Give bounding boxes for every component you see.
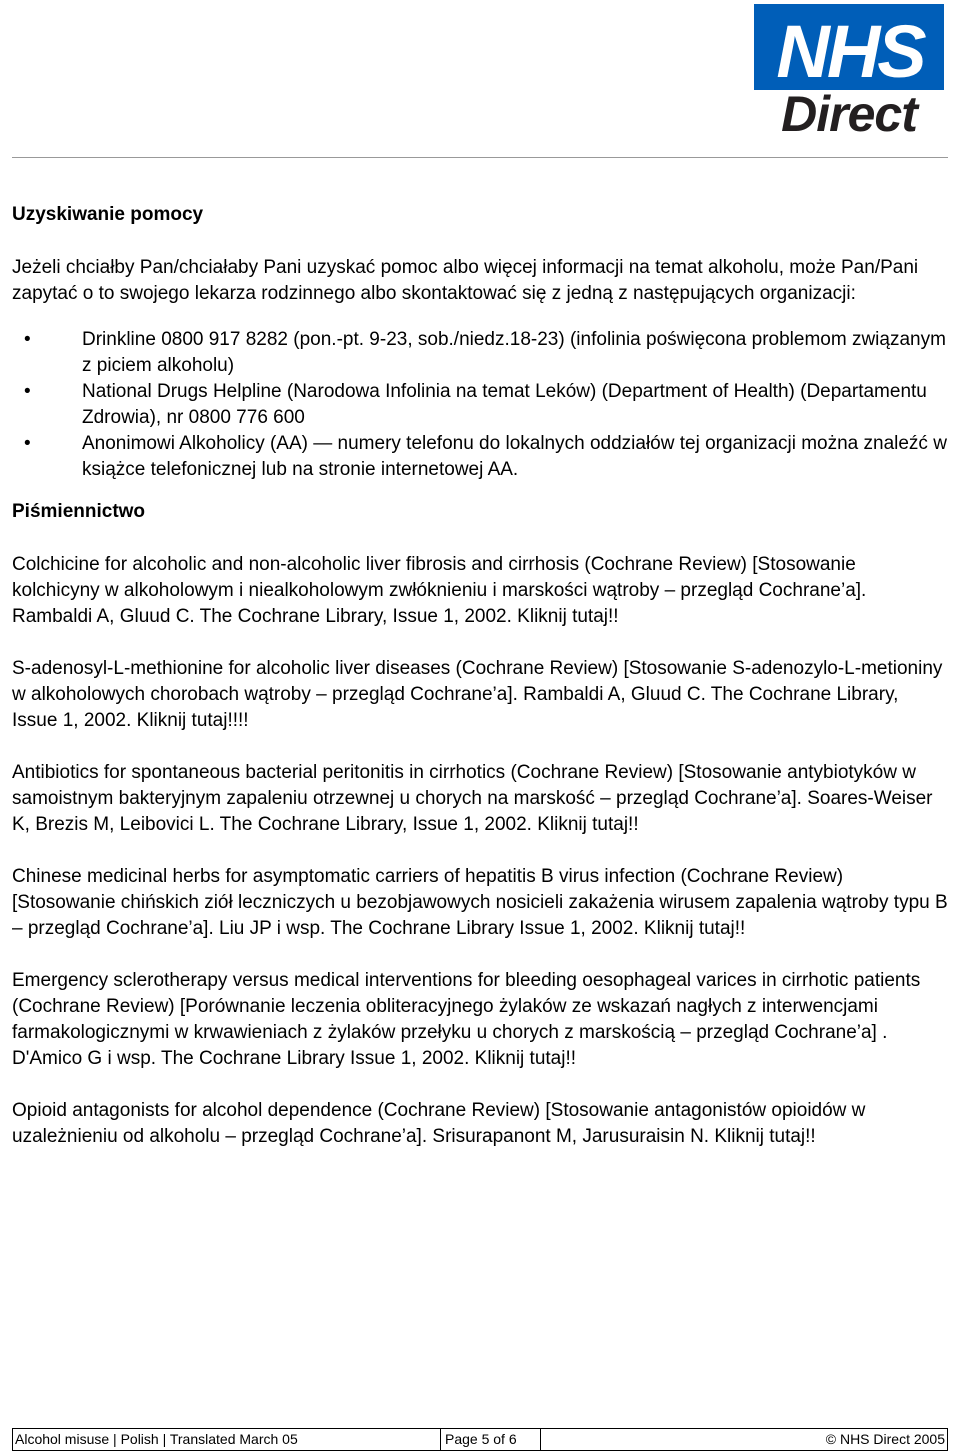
reference-item: Opioid antagonists for alcohol dependence (Cochrane Review) [Stosowanie antagonistów opioidów w uzależnieniu od alkoholu – przegląd Cochrane’a]. Srisurapanont M, Jarusuraisin N. Kliknij tutaj!! — [12, 1100, 866, 1147]
reference-item: Antibiotics for spontaneous bacterial peritonitis in cirrhotics (Cochrane Review) [Stosowanie antybiotyków w samoistnym bakteryjnym zapaleniu otrzewnej u chorych na marskość – przegląd Cochrane’a]. Soares-Weiser K, Brezis M, Leibovici L. The Cochrane Library, Issue 1, 2002. Kliknij tutaj!! — [12, 762, 933, 835]
footer-copyright: © NHS Direct 2005 — [825, 1431, 945, 1447]
help-intro: Jeżeli chciałby Pan/chciałaby Pani uzyskać pomoc albo więcej informacji na temat alkoholu, może Pan/Pani zapytać o to swojego lekarza rodzinnego albo skontaktować się z jedną z następujących organizacji: — [12, 257, 919, 304]
list-item-drugs-helpline: • National Drugs Helpline (Narodowa Infolinia na temat Leków) (Department of Health) (Departamentu Zdrowia), nr 0800 776 600 — [12, 379, 948, 431]
reference-item: Chinese medicinal herbs for asymptomatic carriers of hepatitis B virus infection (Cochrane Review) [Stosowanie chińskich ziół leczniczych u bezobjawowych nosicieli zakażenia wirusem zapalenia wątroby typu B – przegląd Cochrane’a]. Liu JP i wsp. The Cochrane Library Issue 1, 2002. Kliknij tutaj!! — [12, 866, 948, 939]
page-footer — [12, 1428, 948, 1451]
direct-logo-text: Direct — [781, 86, 917, 134]
footer-page-number: Page 5 of 6 — [441, 1429, 541, 1450]
list-item-aa: • Anonimowi Alkoholicy (AA) — numery telefonu do lokalnych oddziałów tej organizacji można znaleźć w książce telefonicznej lub na stronie internetowej AA. — [12, 431, 948, 483]
organizations-list — [12, 327, 948, 483]
header-divider — [12, 157, 948, 158]
section-title-literature: Piśmiennictwo — [12, 501, 146, 522]
page-content — [12, 202, 948, 1150]
footer-document-info: Alcohol misuse | Polish | Translated March 05 — [13, 1429, 441, 1450]
section-title-help: Uzyskiwanie pomocy — [12, 204, 204, 225]
reference-item: Emergency sclerotherapy versus medical interventions for bleeding oesophageal varices in cirrhotic patients (Cochrane Review) [Porównanie leczenia obliteracyjnego żylaków ze wskazań nagłych z interwencjami farmakologicznymi w krwawieniach z żylaków przełyku u chorych z marskością – przegląd Cochrane’a] . D'Amico G i wsp. The Cochrane Library Issue 1, 2002. Kliknij tutaj!! — [12, 970, 921, 1069]
nhs-logo-text: NHS — [776, 10, 924, 93]
nhs-direct-logo — [754, 4, 944, 134]
reference-item: S-adenosyl-L-methionine for alcoholic liver diseases (Cochrane Review) [Stosowanie S-adenozylo-L-metioniny w alkoholowych chorobach wątroby – przegląd Cochrane’a]. Rambaldi A, Gluud C. The Cochrane Library, Issue 1, 2002. Kliknij tutaj!!!! — [12, 658, 943, 731]
reference-item: Colchicine for alcoholic and non-alcoholic liver fibrosis and cirrhosis (Cochrane Review) [Stosowanie kolchicyny w alkoholowym i niealkoholowym zwłóknieniu i marskości wątroby – przegląd Cochrane’a]. Rambaldi A, Gluud C. The Cochrane Library, Issue 1, 2002. Kliknij tutaj!! — [12, 554, 867, 627]
list-item-drinkline: • Drinkline 0800 917 8282 (pon.-pt. 9-23, sob./niedz.18-23) (infolinia poświęcona problemom związanym z piciem alkoholu) — [12, 327, 948, 379]
